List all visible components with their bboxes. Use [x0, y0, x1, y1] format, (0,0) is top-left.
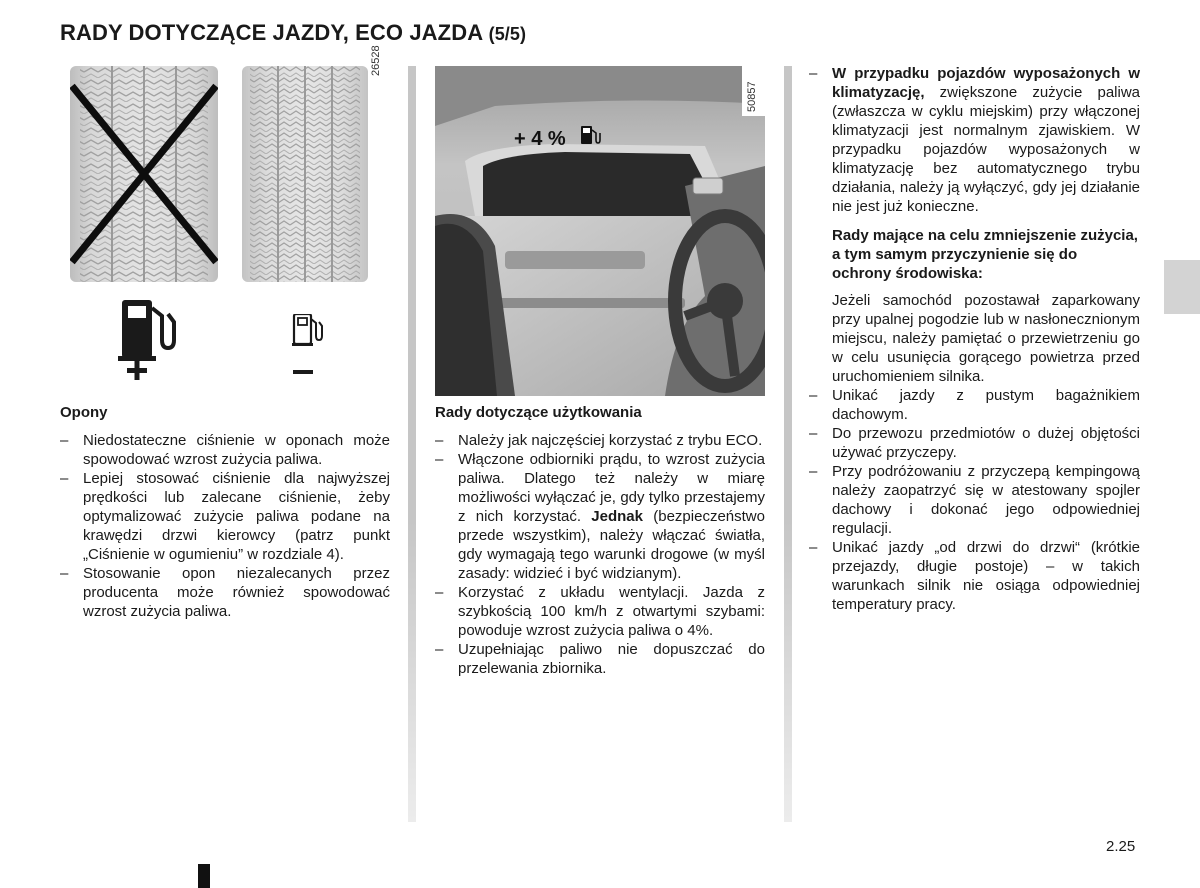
section-heading: Opony — [60, 404, 108, 421]
list-item: – Lepiej stosować ciśnienie dla najwyższej prędkości lub zalecane ciśnienie, żeby optymalizować zużycie paliwa podane na krawędzi drzwi kierowcy (patrz punkt „Ciśnienie w ogumieniu” w rozdziale 4). — [60, 469, 390, 564]
car-interior-photo — [435, 66, 765, 396]
list-item: – Niedostateczne ciśnienie w oponach może spowodować wzrost zużycia paliwa. — [60, 431, 390, 469]
list-item — [809, 64, 1140, 216]
paragraph: Jeżeli samochód pozostawał zaparkowany przy upalnej pogodzie lub w nasłonecznionym miejscu, należy pamiętać o przewietrzeniu go w celu usunięcia gorącego powietrza przed uruchomieniem silnika. — [832, 292, 1140, 385]
tires-list — [60, 431, 390, 621]
page-title-part: (5/5) — [488, 24, 527, 44]
list-item-emphasis: W przypadku pojazdów wyposażonych w klimatyzację, — [832, 65, 1140, 101]
minus-sign — [293, 370, 313, 374]
correct-tire-illustration — [242, 66, 368, 282]
air-conditioning-section — [809, 64, 1140, 614]
figure-number: 50857 — [746, 81, 758, 112]
underinflated-tire-illustration — [70, 66, 218, 282]
page-number: 2.25 — [1106, 838, 1136, 855]
usage-section — [435, 403, 765, 678]
list-item: – Uzupełniając paliwo nie dopuszczać do przelewania zbiornika. — [435, 640, 765, 678]
list-item: – Unikać jazdy „od drzwi do drzwi“ (krótkie przejazdy, długie postoje) – w takich warunkach silnik nie osiąga odpowiedniej temperatury pracy. — [809, 538, 1140, 614]
figure-number: 26528 — [370, 45, 382, 76]
list-item — [435, 450, 765, 583]
page-title — [60, 20, 526, 46]
page-title-main: RADY DOTYCZĄCE JAZDY, ECO JAZDA — [60, 20, 483, 45]
column-separator — [408, 66, 416, 822]
section-heading: Rady dotyczące użytkowania — [435, 404, 642, 421]
ac-list — [809, 64, 1140, 216]
list-item: – Przy podróżowaniu z przyczepą kempingową należy zaopatrzyć się w atestowany spojler dachowy i dokonać jego odpowiedniej regulacji. — [809, 462, 1140, 538]
list-item-text: zwiększone zużycie paliwa (zwłaszcza w cyklu miejskim) przy włączonej klimatyzacji jest normalnym zjawiskiem. W przypadku pojazdów wyposażonych w klimatyzację bez automatycznego trybu działania, należy ją wyłączyć, gdy jej działanie nie jest już konieczne. — [832, 84, 1140, 215]
column-separator — [784, 66, 792, 822]
environment-list — [809, 386, 1140, 614]
fuel-increase-label: + 4 % — [514, 128, 566, 150]
list-item: – Do przewozu przedmiotów o dużej objętości używać przyczepy. — [809, 424, 1140, 462]
list-item-text: Włączone odbiorniki prądu, to wzrost zużycia paliwa. Dlatego też należy w miarę możliwości wyłączać je, gdy tylko przestajemy z nich korzystać. — [458, 451, 765, 525]
print-mark — [198, 864, 210, 888]
fuel-pump-plus-icon — [118, 300, 178, 384]
section-heading: Rady mające na celu zmniejszenie zużycia, a tym samym przyczynienie się do ochrony środowiska: — [832, 227, 1138, 282]
fuel-pump-minus-icon — [292, 314, 324, 348]
list-item: – Należy jak najczęściej korzystać z trybu ECO. — [435, 431, 765, 450]
list-item-text: (bezpieczeństwo przede wszystkim), należy włączać światła, gdy wymagają tego warunki drogowe (w myśl zasady: widzieć i być widzianym). — [458, 508, 765, 582]
list-item: – Korzystać z układu wentylacji. Jazda z szybkością 100 km/h z otwartymi szybami: powoduje wzrost zużycia paliwa o 4%. — [435, 583, 765, 640]
tires-section — [60, 403, 390, 621]
chapter-tab — [1164, 260, 1200, 314]
list-item: – Unikać jazdy z pustym bagażnikiem dachowym. — [809, 386, 1140, 424]
list-item-emphasis: Jednak — [591, 508, 643, 525]
figure-number-box — [742, 66, 766, 116]
list-item: – Stosowanie opon niezalecanych przez producenta może również spowodować wzrost zużycia paliwa. — [60, 564, 390, 621]
usage-list — [435, 431, 765, 678]
